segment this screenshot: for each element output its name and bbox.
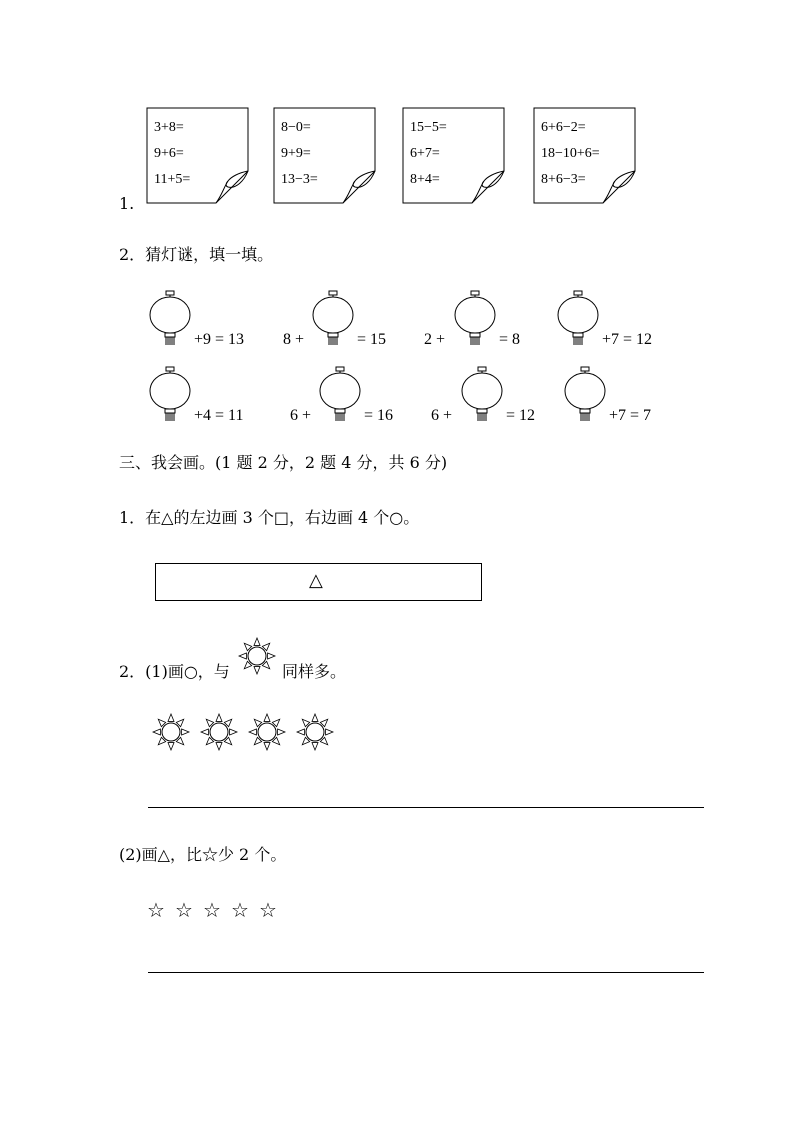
star-icon: ☆ [175,898,193,922]
answer-line-1[interactable] [148,807,704,808]
equation-after: +4 = 11 [194,407,244,424]
lantern-icon[interactable] [563,366,607,422]
sun-icon [152,713,190,751]
card-equation: 6+6−2= [541,120,586,135]
q2-title: 2．猜灯谜，填一填。 [119,245,274,264]
section3-heading: 三、我会画。(1 题 2 分，2 题 4 分，共 6 分) [119,453,448,472]
lantern-icon[interactable] [148,290,192,346]
card-equation: 15−5= [410,120,447,135]
section3-q1-text: 1．在△的左边画 3 个□，右边画 4 个○。 [119,508,420,527]
equation-after: +9 = 13 [194,331,245,348]
section3-q2-part2-text: (2)画△，比☆少 2 个。 [119,845,287,864]
section3-q2-part1-prefix: 2．(1)画○，与 [119,662,230,681]
star-icon: ☆ [259,898,277,922]
card-equation: 3+8= [154,120,184,135]
card-equation: 18−10+6= [541,146,600,161]
card-equation: 8+6−3= [541,172,586,187]
math-card [533,107,636,204]
math-card [146,107,249,204]
card-equation: 9+9= [281,146,311,161]
star-icon: ☆ [231,898,249,922]
equation-after: = 15 [357,331,387,348]
math-card [273,107,376,204]
lantern-icon[interactable] [148,366,192,422]
answer-line-2[interactable] [148,972,704,973]
card-equation: 9+6= [154,146,184,161]
equation-after: = 8 [499,331,521,348]
star-icon: ☆ [203,898,221,922]
sun-icon [296,713,334,751]
card-equation: 8−0= [281,120,311,135]
card-equation: 11+5= [154,172,191,187]
lantern-icon[interactable] [318,366,362,422]
star-icon: ☆ [147,898,165,922]
lantern-icon[interactable] [311,290,355,346]
math-card [402,107,505,204]
lantern-icon[interactable] [556,290,600,346]
sun-icon [238,637,276,675]
card-equation: 6+7= [410,146,440,161]
equation-after: = 16 [364,407,394,424]
equation-before: 2 + [424,331,446,348]
lantern-icon[interactable] [460,366,504,422]
equation-after: = 12 [506,407,536,424]
equation-after: +7 = 12 [602,331,653,348]
equation-before: 8 + [283,331,305,348]
section3-q2-part1-suffix: 同样多。 [282,662,347,681]
equation-before: 6 + [290,407,312,424]
q1-number: 1. [119,194,135,213]
card-equation: 13−3= [281,172,318,187]
sun-icon [200,713,238,751]
lantern-icon[interactable] [453,290,497,346]
equation-before: 6 + [431,407,453,424]
box-triangle-symbol: △ [309,570,323,591]
equation-after: +7 = 7 [609,407,652,424]
sun-icon [248,713,286,751]
card-equation: 8+4= [410,172,440,187]
